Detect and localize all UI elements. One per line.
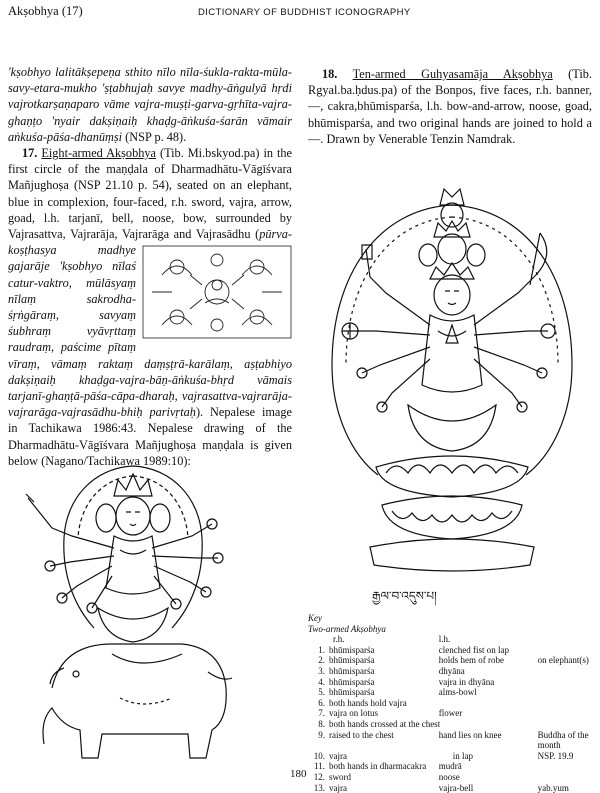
- table-cell: 9.: [308, 730, 329, 751]
- table-cell: clenched fist on lap: [439, 645, 538, 656]
- table-cell: noose: [439, 772, 538, 783]
- key-table: [308, 613, 598, 793]
- key-subheading: Two-armed Akṣobhya: [308, 624, 598, 635]
- table-cell: [538, 698, 598, 709]
- table-row: [308, 708, 598, 719]
- table-cell: 7.: [308, 708, 329, 719]
- table-row: [308, 761, 598, 772]
- table-row: [308, 783, 598, 793]
- table-cell: on elephant(s): [538, 655, 598, 666]
- entry-18: [308, 66, 592, 147]
- table-cell: [538, 645, 598, 656]
- table-cell: 1.: [308, 645, 329, 656]
- table-cell: bhūmisparśa: [329, 645, 439, 656]
- table-row: [308, 645, 598, 656]
- table-row: [308, 751, 598, 762]
- ten-armed-guhyasamaja-illustration: [326, 175, 578, 579]
- table-cell: bhūmisparśa: [329, 677, 439, 688]
- table-cell: [538, 666, 598, 677]
- table-cell: raised to the chest: [329, 730, 439, 751]
- table-cell: alms-bowl: [439, 687, 538, 698]
- citation: (NSP p. 48).: [125, 130, 186, 144]
- table-cell: both hands crossed at the chest: [329, 719, 538, 730]
- col-lh: l.h.: [439, 634, 538, 645]
- table-row: [308, 772, 598, 783]
- running-head: Akṣobhya (17): [8, 4, 83, 19]
- table-cell: 8.: [308, 719, 329, 730]
- entry-number: 17.: [22, 146, 37, 160]
- table-cell: 11.: [308, 761, 329, 772]
- entry-17: [8, 145, 292, 469]
- table-cell: bhūmisparśa: [329, 687, 439, 698]
- table-cell: [538, 687, 598, 698]
- table-row: [308, 655, 598, 666]
- table-cell: NSP. 19.9: [538, 751, 598, 762]
- table-cell: vajra: [329, 751, 439, 762]
- page-title: DICTIONARY OF BUDDHIST ICONOGRAPHY: [198, 7, 411, 18]
- table-cell: dhyāna: [439, 666, 538, 677]
- sanskrit-text: 'kṣobhyo lalitākṣepeṇa sthito nīlo nīla-śukla-rakta-mūla-savy-etara-mukho 'ṣṭabhujaḥ savye madhy-āṅgulyā hṛdi vajrotkarṣaṇaparo vāme vajra-muṣṭi-garva-gṛhīta-vajra-ghaṇṭo 'nyair dakṣiṇaiḥ khaḍg-āṅkuśa-śarān vāmair aṅkuśa-pāśa-dhanūṃṣi: [8, 65, 292, 144]
- right-column: [308, 66, 592, 147]
- table-cell: 6.: [308, 698, 329, 709]
- entry-text-end: ). Nepalese image in Tachikawa 1986:43. Nepalese drawing of the Dharmadhātu-Vāgīśvara Mañjughoṣa maṇḍala is given below (Nagano/Tachikawa 1989:10):: [8, 405, 292, 468]
- left-column: [8, 64, 292, 469]
- mandala-illustration: [142, 245, 292, 339]
- eight-armed-akshobhya-illustration: [22, 458, 244, 770]
- table-cell: vajra-bell: [439, 783, 538, 793]
- table-cell: mudrā: [439, 761, 538, 772]
- table-cell: flower: [439, 708, 538, 719]
- page-number: 180: [290, 768, 307, 780]
- table-row: [308, 719, 598, 730]
- table-cell: [538, 708, 598, 719]
- key-heading: Key: [308, 613, 598, 624]
- table-cell: 13.: [308, 783, 329, 793]
- table-cell: sword: [329, 772, 439, 783]
- entry-text: (Tib. Rgyal.ba.ḥdus.pa) of the Bonpos, five faces, r.h. banner, —, cakra,bhūmisparśa, l.h. bow-and-arrow, noose, goad, bhūmisparśa, and two original hands are joined to hold a —. Drawn by Venerable Tenzin Namdrak.: [308, 67, 592, 146]
- paragraph-sanskrit-quote: [8, 64, 292, 145]
- table-cell: [538, 772, 598, 783]
- table-cell: 10.: [308, 751, 329, 762]
- table-cell: 5.: [308, 687, 329, 698]
- table-row: [308, 666, 598, 677]
- table-cell: [538, 634, 598, 645]
- table-cell: [538, 719, 598, 730]
- table-cell: vajra: [329, 783, 439, 793]
- table-cell: both hands in dharmacakra: [329, 761, 439, 772]
- entry-text: (Tib. Mi.bskyod.pa) in the first circle of the maṇḍala of Dharmadhātu-Vāgīśvara Mañjughoṣa (NSP 21.10 p. 54), seated on an elephant, blue in complexion, four-faced, r.h. sword, vajra, arrow, goad, l.h. tarjanī, bell, noose, bow, surrounded by Vajrasattva, Vajrarāja, Vajrarāga and Vajrasādhu (: [8, 146, 292, 241]
- table-row: [308, 677, 598, 688]
- table-cell: in lap: [439, 751, 538, 762]
- table-cell: vajra in dhyāna: [439, 677, 538, 688]
- entry-number: 18.: [322, 67, 337, 81]
- table-cell: 4.: [308, 677, 329, 688]
- table-cell: [538, 761, 598, 772]
- table-cell: both hands hold vajra: [329, 698, 538, 709]
- table-row: [308, 730, 598, 751]
- table-cell: 3.: [308, 666, 329, 677]
- table-cell: hand lies on knee: [439, 730, 538, 751]
- col-rh: r.h.: [329, 634, 439, 645]
- sanskrit-text: pūrva-koṣṭhasya madhye gajarāje 'kṣobhyo nīlaś catur-vaktro, mūlāsyaṃ nīlaṃ sakrodha-śṛṅgāraṃ, savyaṃ śubhraṃ vyāvṛttaṃ raudraṃ, paścime pītaṃ vīraṃ, vāmaṃ raktaṃ daṃṣṭrā-karālaṃ, aṣṭabhiyo dakṣiṇaiḥ khaḍga-vajra-bāṇ-āṅkuśa-bhṛd vāmais tarjanī-ghaṇṭā-pāśa-cāpa-dharaḥ, vajrasattva-vajrarāja-vajrarāga-vajrasādhu-bhiḥ parivṛtaḥ: [8, 227, 292, 419]
- table-cell: bhūmisparśa: [329, 666, 439, 677]
- entry-title: Eight-armed Akṣobhya: [41, 146, 156, 160]
- entry-title: Ten-armed Guhyasamāja Akṣobhya: [353, 67, 553, 81]
- table-cell: [308, 634, 329, 645]
- key-rows: [308, 634, 598, 793]
- table-cell: vajra on lotus: [329, 708, 439, 719]
- table-cell: 12.: [308, 772, 329, 783]
- tibetan-caption: རྒྱལ་བ་འདུས་པ།: [372, 583, 437, 617]
- table-cell: bhūmisparśa: [329, 655, 439, 666]
- table-cell: yab.yum: [538, 783, 598, 793]
- table-row: [308, 687, 598, 698]
- table-cell: 2.: [308, 655, 329, 666]
- table-cell: holds hem of robe: [439, 655, 538, 666]
- table-cell: Buddha of the month: [538, 730, 598, 751]
- table-row: [308, 698, 598, 709]
- table-cell: [538, 677, 598, 688]
- key-header-row: [308, 634, 598, 645]
